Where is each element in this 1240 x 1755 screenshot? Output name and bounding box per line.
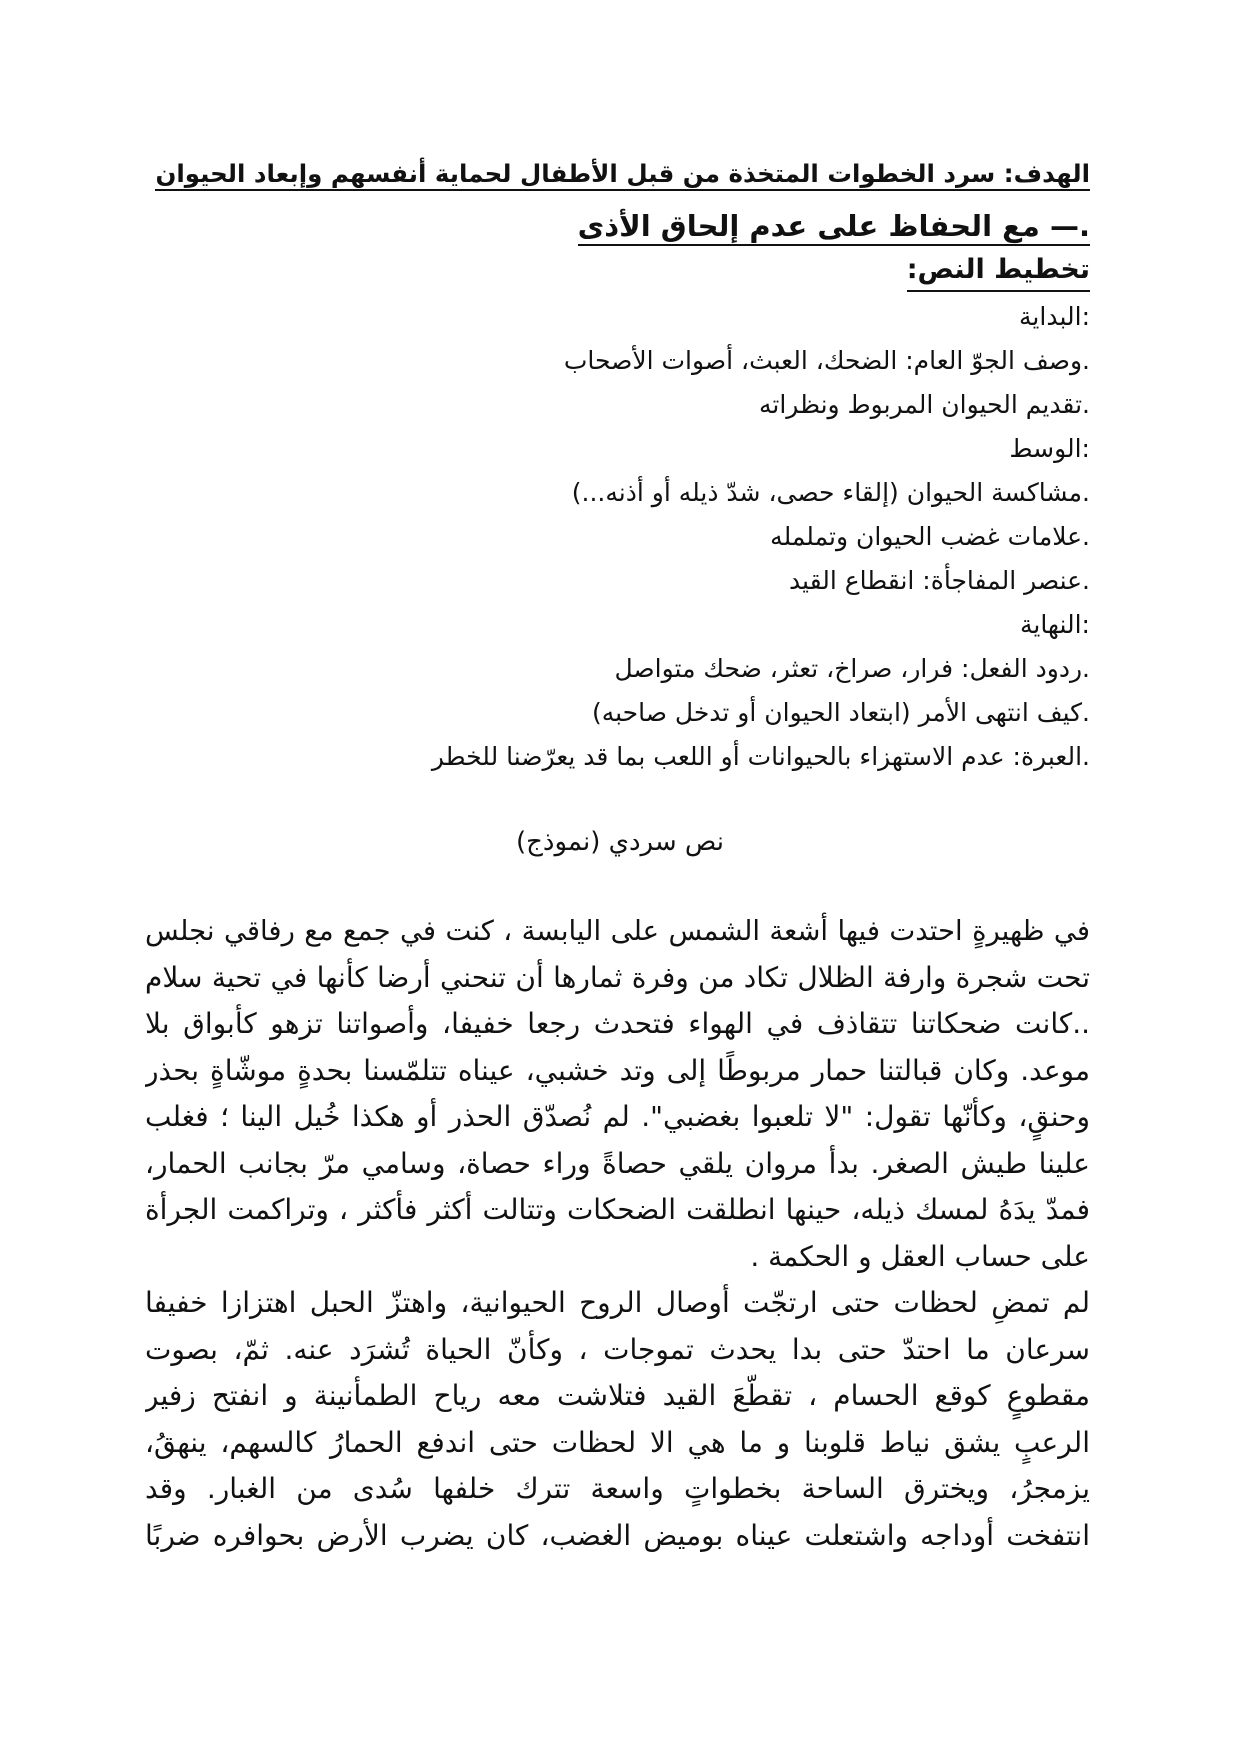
goal-line-2 xyxy=(150,200,1090,252)
narrative-line: يزمجرُ، ويخترق الساحة بخطواتٍ واسعة تترك خلفها سُدى من الغبار. وقد xyxy=(145,1472,1090,1505)
goal-line-1-text: الهدف: سرد الخطوات المتخذة من قبل الأطفال لحماية أنفسهم وإبعاد الحيوان xyxy=(155,159,1090,191)
narrative-line: ..كانت ضحكاتنا تتقاذف في الهواء فتحدث رجعا خفيفا، وأصواتنا تزهو كأبواق بلا xyxy=(145,1007,1090,1040)
narrative-line: في ظهيرةٍ احتدت فيها أشعة الشمس على اليابسة ، كنت في جمع مع رفاقي نجلس xyxy=(145,915,1090,947)
narrative-line: سرعان ما احتدّ حتى بدا يحدث تموجات ، وكأنّ الحياة تُشرَد عنه. ثمّ، بصوت xyxy=(145,1332,1090,1366)
narrative-line: لم تمضِ لحظات حتى ارتجّت أوصال الروح الحيوانية، واهتزّ الحبل اهتزازا خفيفا xyxy=(145,1286,1090,1319)
goal-line-2-text: .— مع الحفاظ على عدم إلحاق الأذى xyxy=(578,209,1090,246)
plan-item: .وصف الجوّ العام: الضحك، العبث، أصوات الأصحاب xyxy=(563,346,1090,375)
narrative-line: فمدّ يدَهُ لمسك ذيله، حينها انطلقت الضحكات وتتالت أكثر فأكثر ، وتراكمت الجرأة xyxy=(145,1193,1090,1226)
plan-item: .تقديم الحيوان المربوط ونظراته xyxy=(758,390,1090,419)
narrative-text xyxy=(145,908,1090,1559)
plan-list xyxy=(190,295,1090,779)
plan-item-ending: :النهاية xyxy=(1019,610,1090,639)
narrative-line: انتفخت أوداجه واشتعلت عيناه بوميض الغضب، كان يضرب الأرض بحوافره ضربًا xyxy=(145,1518,1090,1552)
narrative-line: علينا طيش الصغر. بدأ مروان يلقي حصاةً وراء حصاة، وسامي مرّ بجانب الحمار، xyxy=(145,1146,1090,1180)
narrative-line: على حساب العقل و الحكمة . xyxy=(750,1239,1090,1273)
plan-item-middle: :الوسط xyxy=(1009,434,1090,463)
goal-heading xyxy=(150,148,1090,252)
plan-item: .مشاكسة الحيوان (إلقاء حصى، شدّ ذيله أو أذنه...) xyxy=(571,478,1090,507)
narrative-line: مقطوعٍ كوقع الحسام ، تقطّعَ القيد فتلاشت معه رياح الطمأنينة و انفتح زفير xyxy=(145,1379,1090,1412)
narrative-line: وحنقٍ، وكأنّها تقول: "لا تلعبوا بغضبي". لم نُصدّق الحذر أو هكذا خُيل الينا ؛ فغلب xyxy=(145,1100,1090,1133)
plan-item: .عنصر المفاجأة: انقطاع القيد xyxy=(788,566,1090,595)
plan-title: تخطيط النص: xyxy=(907,250,1090,292)
plan-item: .العبرة: عدم الاستهزاء بالحيوانات أو اللعب بما قد يعرّضنا للخطر xyxy=(431,742,1090,771)
narrative-line: موعد. وكان قبالتنا حمار مربوطًا إلى وتد خشبي، عيناه تتلمّسنا بحدةٍ موشّاةٍ بحذر xyxy=(145,1053,1090,1087)
plan-item-beginning: :البداية xyxy=(1019,302,1090,331)
goal-line-1 xyxy=(150,148,1090,200)
plan-item: .علامات غضب الحيوان وتململه xyxy=(770,522,1090,551)
plan-item: .ردود الفعل: فرار، صراخ، تعثر، ضحك متواصل xyxy=(614,654,1090,683)
sample-text-title: نص سردي (نموذج) xyxy=(515,827,725,857)
narrative-line: الرعبٍ يشق نياط قلوبنا و ما هي الا لحظات حتى اندفع الحمارُ كالسهم، ينهقُ، xyxy=(145,1425,1090,1459)
narrative-line: تحت شجرة وارفة الظلال تكاد من وفرة ثمارها أن تنحني أرضا كأنها في تحية سلام xyxy=(145,960,1090,994)
plan-item: .كيف انتهى الأمر (ابتعاد الحيوان أو تدخل صاحبه) xyxy=(591,698,1090,727)
